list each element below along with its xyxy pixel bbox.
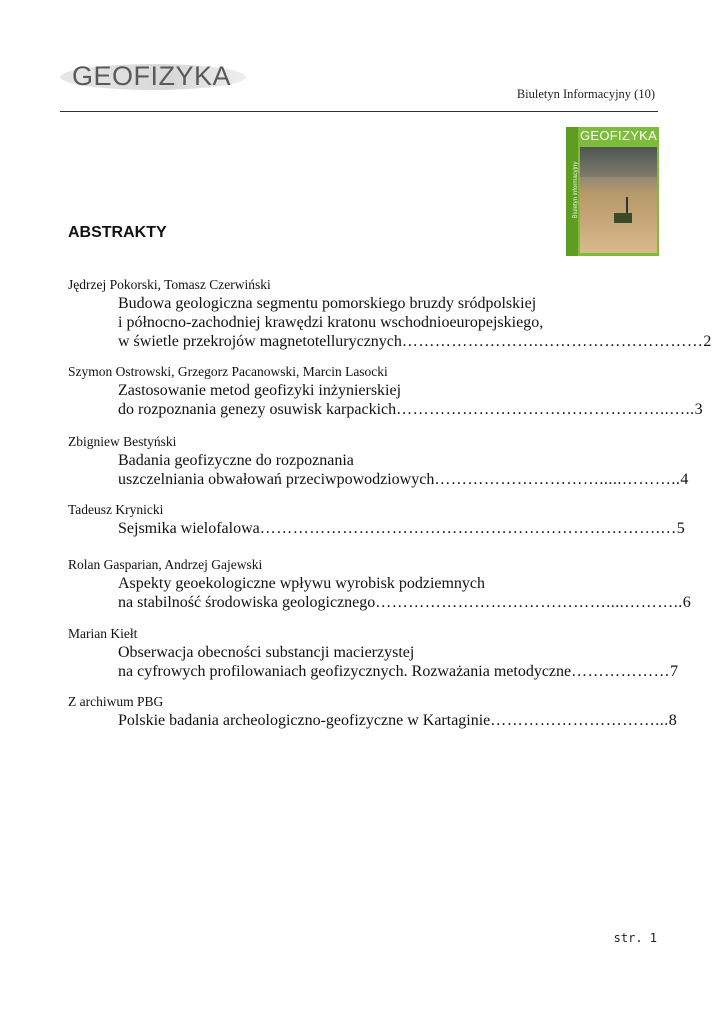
entry-page-number: 7 <box>670 663 679 680</box>
entry-authors: Szymon Ostrowski, Grzegorz Pacanowski, Marcin Lasocki <box>68 364 388 379</box>
entry-title-line: Zastosowanie metod geofizyki inżynierskiej <box>118 382 402 399</box>
entry-title-last-line <box>68 519 685 538</box>
entry-title-last-line <box>68 593 691 612</box>
entry-page-number: 5 <box>676 520 685 537</box>
entry-title-last-line <box>68 400 703 419</box>
entry-page-number: 3 <box>694 401 703 418</box>
entry-title-line: Budowa geologiczna segmentu pomorskiego bruzdy sródpolskiej <box>118 295 537 312</box>
entry-authors: Z archiwum PBG <box>68 694 164 709</box>
toc-entry[interactable] <box>68 501 685 538</box>
entry-authors: Zbigniew Bestyński <box>68 434 177 449</box>
dot-leader: …………………….………………………… <box>401 333 704 350</box>
cover-photo <box>580 147 657 253</box>
entry-authors: Jędrzej Pokorski, Tomasz Czerwiński <box>68 277 271 292</box>
page-number: str. 1 <box>613 931 657 945</box>
dot-leader: ……………………………………………………………….… <box>259 520 677 537</box>
entry-title-text: w świetle przekrojów magnetotellurycznych <box>118 333 402 350</box>
entry-page-number: 2 <box>703 333 712 350</box>
dot-leader: ……………… <box>571 663 671 680</box>
entry-title-text: do rozpoznania genezy osuwisk karpackich <box>118 401 397 418</box>
dot-leader: …………………………... <box>490 712 669 729</box>
table-of-contents <box>68 276 712 729</box>
toc-entry[interactable] <box>68 625 679 681</box>
cover-title: GEOFIZYKA <box>580 128 658 143</box>
entry-title-last-line <box>68 332 712 351</box>
entry-page-number: 8 <box>668 712 677 729</box>
entry-title-text: Polskie badania archeologiczno-geofizyczne w Kartaginie <box>118 712 491 729</box>
entry-title-last-line <box>68 470 689 489</box>
issue-label: Biuletyn Informacyjny (10) <box>516 87 655 101</box>
logo-text: GEOFIZYKA <box>72 61 232 91</box>
dot-leader: …………………………………………..….. <box>396 401 695 418</box>
cover-image <box>566 127 659 256</box>
toc-entry[interactable] <box>68 363 703 419</box>
toc-entry[interactable] <box>68 693 677 730</box>
entry-title-line: Aspekty geoekologiczne wpływu wyrobisk podziemnych <box>118 575 486 592</box>
entry-title-last-line <box>68 711 677 730</box>
geofizyka-logo <box>60 62 246 92</box>
section-heading: ABSTRAKTY <box>68 224 167 241</box>
header-divider <box>60 111 658 112</box>
entry-title-last-line <box>68 662 679 681</box>
cover-spine <box>566 127 578 256</box>
entry-page-number: 4 <box>680 471 689 488</box>
cover-spine-text: Biuletyn informacyjny <box>573 161 579 219</box>
entry-page-number: 6 <box>682 594 691 611</box>
entry-title-text: uszczelniania obwałowań przeciwpowodziowych <box>118 471 435 488</box>
entry-title-line: i północno-zachodniej krawędzi kratonu wschodnioeuropejskiego, <box>118 314 544 331</box>
toc-entry[interactable] <box>68 556 691 612</box>
entry-title-text: na stabilność środowiska geologicznego <box>118 594 376 611</box>
entry-authors: Rolan Gasparian, Andrzej Gajewski <box>68 557 263 572</box>
entry-title-text: na cyfrowych profilowaniach geofizycznych. Rozważania metodyczne <box>118 663 572 680</box>
toc-entry[interactable] <box>68 433 689 489</box>
entry-authors: Tadeusz Krynicki <box>68 502 164 517</box>
entry-title-line: Badania geofizyczne do rozpoznania <box>118 452 354 469</box>
entry-title-line: Obserwacja obecności substancji macierzystej <box>118 644 415 661</box>
entry-title-text: Sejsmika wielofalowa <box>118 520 260 537</box>
toc-entry[interactable] <box>68 276 712 351</box>
dot-leader: ……………………………………....……….. <box>375 594 683 611</box>
dot-leader: ………………………….....……….. <box>434 471 681 488</box>
entry-authors: Marian Kiełt <box>68 626 138 641</box>
